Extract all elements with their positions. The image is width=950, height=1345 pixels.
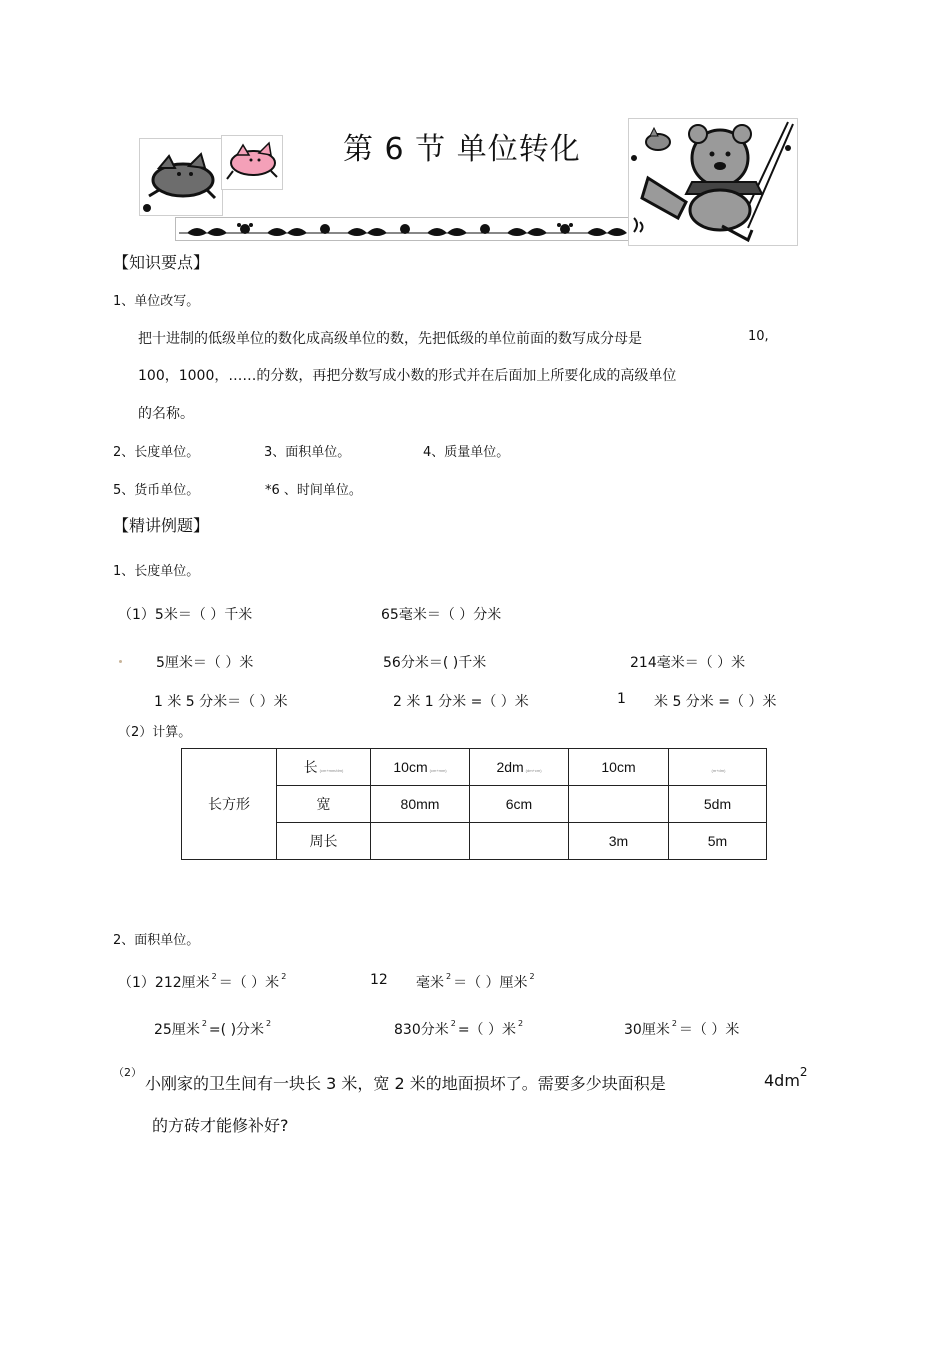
table-cell: 3m [569, 823, 669, 860]
example2-row1-b: 12 [370, 972, 388, 988]
example2-row2-b: 830分米 $^2$ =（ ）米 $^2$ [394, 1019, 524, 1038]
table-cell [569, 786, 669, 823]
question-2-number: （2） [113, 1066, 142, 1079]
knowledge-desc-line-2: 100，1000，……的分数，再把分数写成小数的形式并在后面加上所要化成的高级单位 [138, 368, 677, 384]
example1-heading: 1、长度单位。 [113, 564, 200, 579]
example1-row1-b: 65毫米＝（ ）分米 [381, 607, 502, 623]
knowledge-item-4: 4、质量单位。 [423, 445, 510, 460]
cartoon-bird-icon [139, 138, 223, 216]
table-cell: 80mm [371, 786, 470, 823]
example2-row1-a: （1）212厘米 $^2$ ＝（ ）米 $^2$ [118, 972, 287, 991]
knowledge-item-3: 3、面积单位。 [264, 445, 351, 460]
knowledge-desc-line-1-end: 10, [748, 329, 769, 344]
example1-row3-b: 2 米 1 分米 =（ ）米 [393, 694, 529, 710]
stray-dot [119, 660, 122, 663]
table-label-width: 宽 [277, 786, 371, 823]
question-2-line-2: 的方砖才能修补好? [152, 1116, 289, 1135]
knowledge-heading: 【知识要点】 [113, 253, 210, 272]
table-cell: 5m [669, 823, 767, 860]
knowledge-item-6: *6 、时间单位。 [265, 483, 362, 498]
example1-row2-c: 214毫米＝（ ）米 [630, 655, 746, 671]
flower-border-icon [175, 217, 630, 241]
table-cell: 10cm [569, 749, 669, 786]
table-cell [470, 823, 569, 860]
pink-bird-icon [221, 135, 283, 190]
knowledge-item-5: 5、货币单位。 [113, 483, 200, 498]
example2-row2-a: 25厘米 $^2$ =( )分米 $^2$ [154, 1019, 272, 1038]
knowledge-desc-line-3: 的名称。 [138, 406, 194, 422]
rectangle-table [181, 748, 767, 860]
example1-row3-d: 米 5 分米 =（ ）米 [654, 694, 777, 710]
question-2-line-1: 小刚家的卫生间有一块长 3 米，宽 2 米的地面损坏了。需要多少块面积是 [145, 1074, 666, 1093]
page-title: 第 6 节 单位转化 [343, 132, 581, 167]
examples-heading: 【精讲例题】 [113, 516, 210, 535]
table-cell [371, 823, 470, 860]
bear-on-swing-icon [628, 118, 798, 246]
table-row-header: 长方形 [182, 749, 277, 860]
example1-row2-b: 56分米＝( )千米 [383, 655, 487, 671]
table-cell: 10cm (cm+mm) [371, 749, 470, 786]
example1-row3-c: 1 [617, 691, 626, 707]
example2-row2-c: 30厘米 $^2$ ＝（ ）米 [624, 1019, 740, 1038]
example1-row3-a: 1 米 5 分米＝（ ）米 [154, 694, 288, 710]
table-cell: 6cm [470, 786, 569, 823]
knowledge-desc-line-1: 把十进制的低级单位的数化成高级单位的数，先把低级的单位前面的数写成分母是 [138, 331, 642, 347]
example1-row2-a: 5厘米＝（ ）米 [156, 655, 254, 671]
table-label-length: 长 (cm+mm/dm) [277, 749, 371, 786]
knowledge-item-2: 2、长度单位。 [113, 445, 200, 460]
table-cell: (m+dm) [669, 749, 767, 786]
knowledge-item-1: 1、单位改写。 [113, 294, 200, 309]
table-label-perimeter: 周长 [277, 823, 371, 860]
table-cell: 2dm (dm+cm) [470, 749, 569, 786]
example1-row1-a: （1）5米＝（ ）千米 [118, 607, 253, 623]
example1-sub2: （2）计算。 [118, 725, 192, 740]
question-2-unit: $4dm^2$ [764, 1065, 808, 1090]
example2-row1-c: 毫米 $^2$ ＝（ ）厘米 $^2$ [416, 972, 535, 991]
table-cell: 5dm [669, 786, 767, 823]
example2-heading: 2、面积单位。 [113, 933, 200, 948]
